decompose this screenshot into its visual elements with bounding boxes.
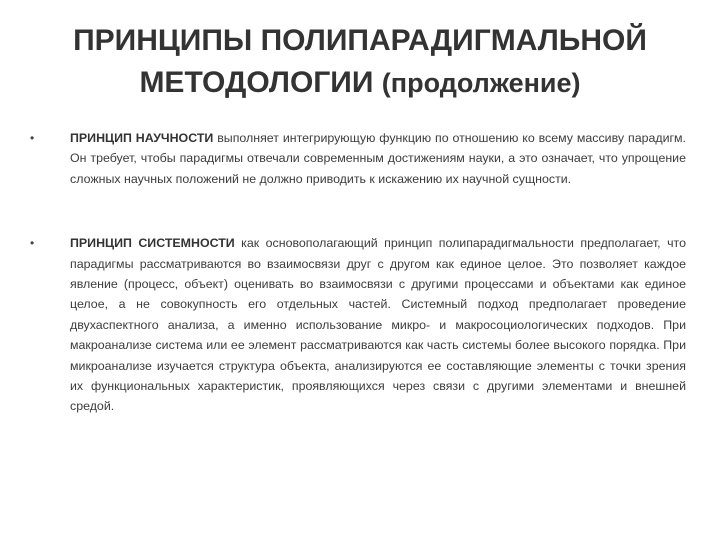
bullet-icon: • xyxy=(30,131,35,145)
bullet-icon: • xyxy=(30,236,35,251)
bullet-item-systemic xyxy=(30,233,686,417)
bullet-lead: ПРИНЦИП НАУЧНОСТИ xyxy=(70,131,214,145)
title-line-2 xyxy=(40,62,680,104)
title-main: МЕТОДОЛОГИИ xyxy=(139,66,374,99)
bullet-lead: ПРИНЦИП СИСТЕМНОСТИ xyxy=(70,236,235,251)
bullet-text: как основополагающий принцип полипарадигмальности предполагает, что парадигмы рассматриваются во взаимосвязи друг с другом как единое целое. Это позволяет каждое явление (процесс, объект) оценивать во взаимосвязи с другими процессами и объектами как единое целое, а не совокупность его отдельных частей. Системный подход предполагает проведение двухаспектного анализа, а именно использование микро- и макросоциологических подходов. При макроанализе система или ее элемент рассматриваются как часть системы более высокого порядка. При микроанализе изучается структура объекта, анализируются ее составляющие элементы с точки зрения их функциональных характеристик, проявляющихся через связи с другими элементами и внешней средой. xyxy=(70,236,686,414)
bullet-text: выполняет интегрирующую функцию по отношению ко всему массиву парадигм. Он требует, чтобы парадигмы отвечали современным достижениям науки, а это означает, что упрощение сложных научных положений не должно приводить к искажению их научной сущности. xyxy=(70,131,686,186)
bullet-list xyxy=(30,128,686,461)
title-line-1: ПРИНЦИПЫ ПОЛИПАРАДИГМАЛЬНОЙ xyxy=(73,24,647,57)
bullet-item-scientific xyxy=(30,128,686,189)
title-sub: (продолжение) xyxy=(381,68,581,98)
slide-title xyxy=(40,20,680,104)
